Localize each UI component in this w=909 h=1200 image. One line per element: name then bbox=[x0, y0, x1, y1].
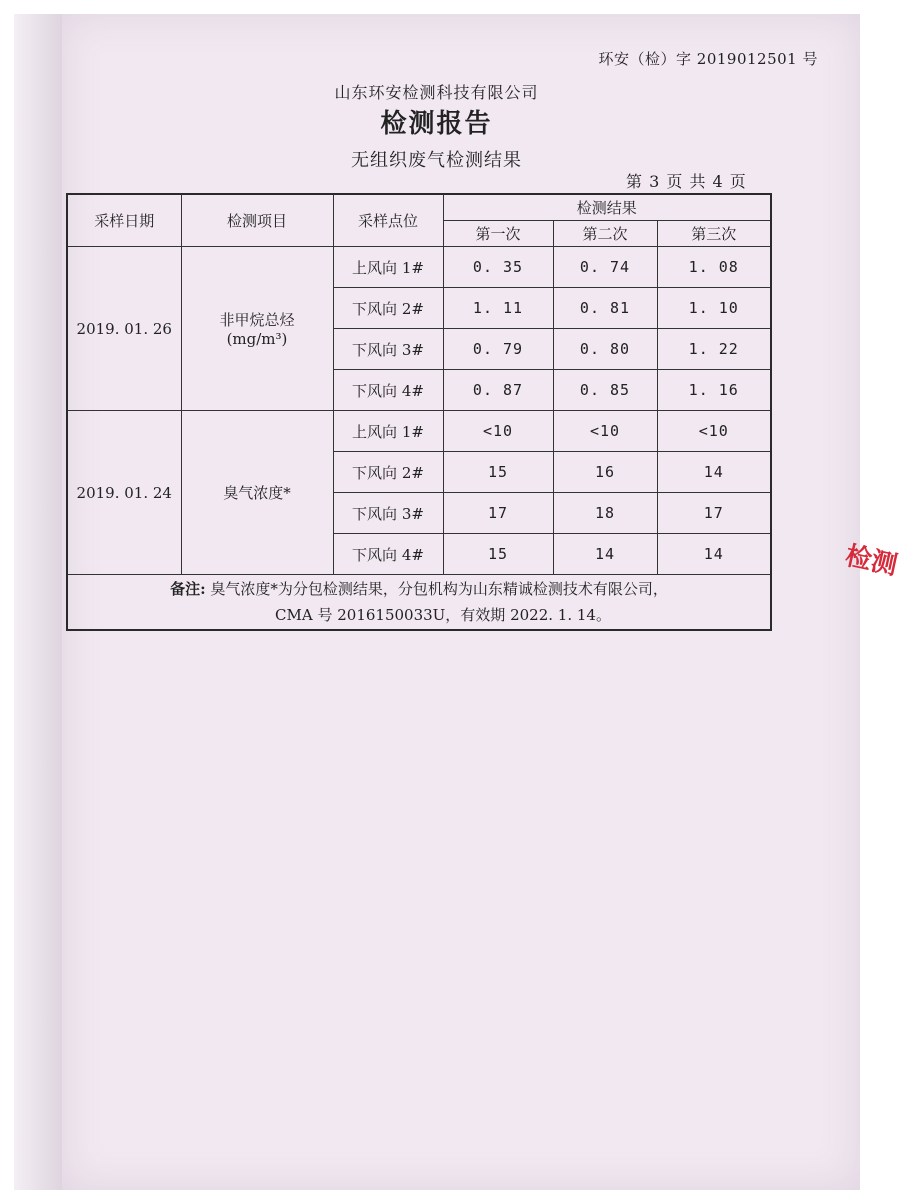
result-first: <10 bbox=[443, 411, 553, 452]
result-first: 0. 79 bbox=[443, 329, 553, 370]
header-results: 检测结果 bbox=[443, 194, 771, 221]
report-title: 检测报告 bbox=[380, 109, 493, 139]
sampling-point: 下风向 4# bbox=[333, 534, 443, 575]
item-name: 非甲烷总烃 bbox=[219, 311, 295, 329]
result-third: <10 bbox=[657, 411, 771, 452]
result-first: 0. 35 bbox=[443, 247, 553, 288]
sampling-point: 下风向 2# bbox=[333, 452, 443, 493]
note-line-1 bbox=[68, 576, 770, 602]
report-number: 环安（检）字 2019012501 号 bbox=[598, 50, 818, 68]
group-item bbox=[181, 411, 333, 575]
table-row bbox=[67, 247, 771, 288]
sampling-point: 下风向 3# bbox=[333, 329, 443, 370]
result-third: 14 bbox=[657, 452, 771, 493]
result-third: 14 bbox=[657, 534, 771, 575]
sampling-point: 下风向 4# bbox=[333, 370, 443, 411]
item-unit: (mg/m³) bbox=[226, 330, 288, 348]
header-first: 第一次 bbox=[443, 221, 553, 247]
group-date: 2019. 01. 24 bbox=[67, 411, 181, 575]
result-third: 1. 16 bbox=[657, 370, 771, 411]
result-second: 0. 85 bbox=[553, 370, 657, 411]
group-item bbox=[181, 247, 333, 411]
result-first: 0. 87 bbox=[443, 370, 553, 411]
item-name: 臭气浓度* bbox=[223, 484, 291, 502]
note-text-2: CMA 号 2016150033U，有效期 2022. 1. 14。 bbox=[275, 606, 611, 624]
note-cell bbox=[67, 575, 771, 631]
result-second: 0. 81 bbox=[553, 288, 657, 329]
header-third: 第三次 bbox=[657, 221, 771, 247]
note-row bbox=[67, 575, 771, 631]
header-sampling-date: 采样日期 bbox=[67, 194, 181, 247]
sampling-point: 上风向 1# bbox=[333, 411, 443, 452]
sampling-point: 下风向 3# bbox=[333, 493, 443, 534]
header-row-1 bbox=[67, 194, 771, 221]
company-name: 山东环安检测科技有限公司 bbox=[334, 83, 539, 102]
note-text-1: 臭气浓度*为分包检测结果，分包机构为山东精诚检测技术有限公司， bbox=[210, 580, 668, 598]
result-second: 14 bbox=[553, 534, 657, 575]
header-second: 第二次 bbox=[553, 221, 657, 247]
result-first: 1. 11 bbox=[443, 288, 553, 329]
results-table bbox=[66, 193, 772, 631]
report-subtitle: 无组织废气检测结果 bbox=[351, 150, 522, 171]
table-row bbox=[67, 411, 771, 452]
result-second: 0. 74 bbox=[553, 247, 657, 288]
result-second: 18 bbox=[553, 493, 657, 534]
sampling-point: 上风向 1# bbox=[333, 247, 443, 288]
header-sampling-point: 采样点位 bbox=[333, 194, 443, 247]
red-seal-stamp: 检测 bbox=[842, 541, 900, 582]
result-third: 1. 08 bbox=[657, 247, 771, 288]
result-third: 1. 10 bbox=[657, 288, 771, 329]
result-first: 15 bbox=[443, 452, 553, 493]
page-edge-shadow bbox=[14, 14, 64, 1190]
header-test-item: 检测项目 bbox=[181, 194, 333, 247]
sampling-point: 下风向 2# bbox=[333, 288, 443, 329]
result-first: 17 bbox=[443, 493, 553, 534]
result-first: 15 bbox=[443, 534, 553, 575]
group-date: 2019. 01. 26 bbox=[67, 247, 181, 411]
result-third: 17 bbox=[657, 493, 771, 534]
result-second: 0. 80 bbox=[553, 329, 657, 370]
page-info: 第 3 页 共 4 页 bbox=[626, 172, 746, 191]
result-second: 16 bbox=[553, 452, 657, 493]
result-second: <10 bbox=[553, 411, 657, 452]
note-label: 备注: bbox=[170, 580, 206, 598]
result-third: 1. 22 bbox=[657, 329, 771, 370]
